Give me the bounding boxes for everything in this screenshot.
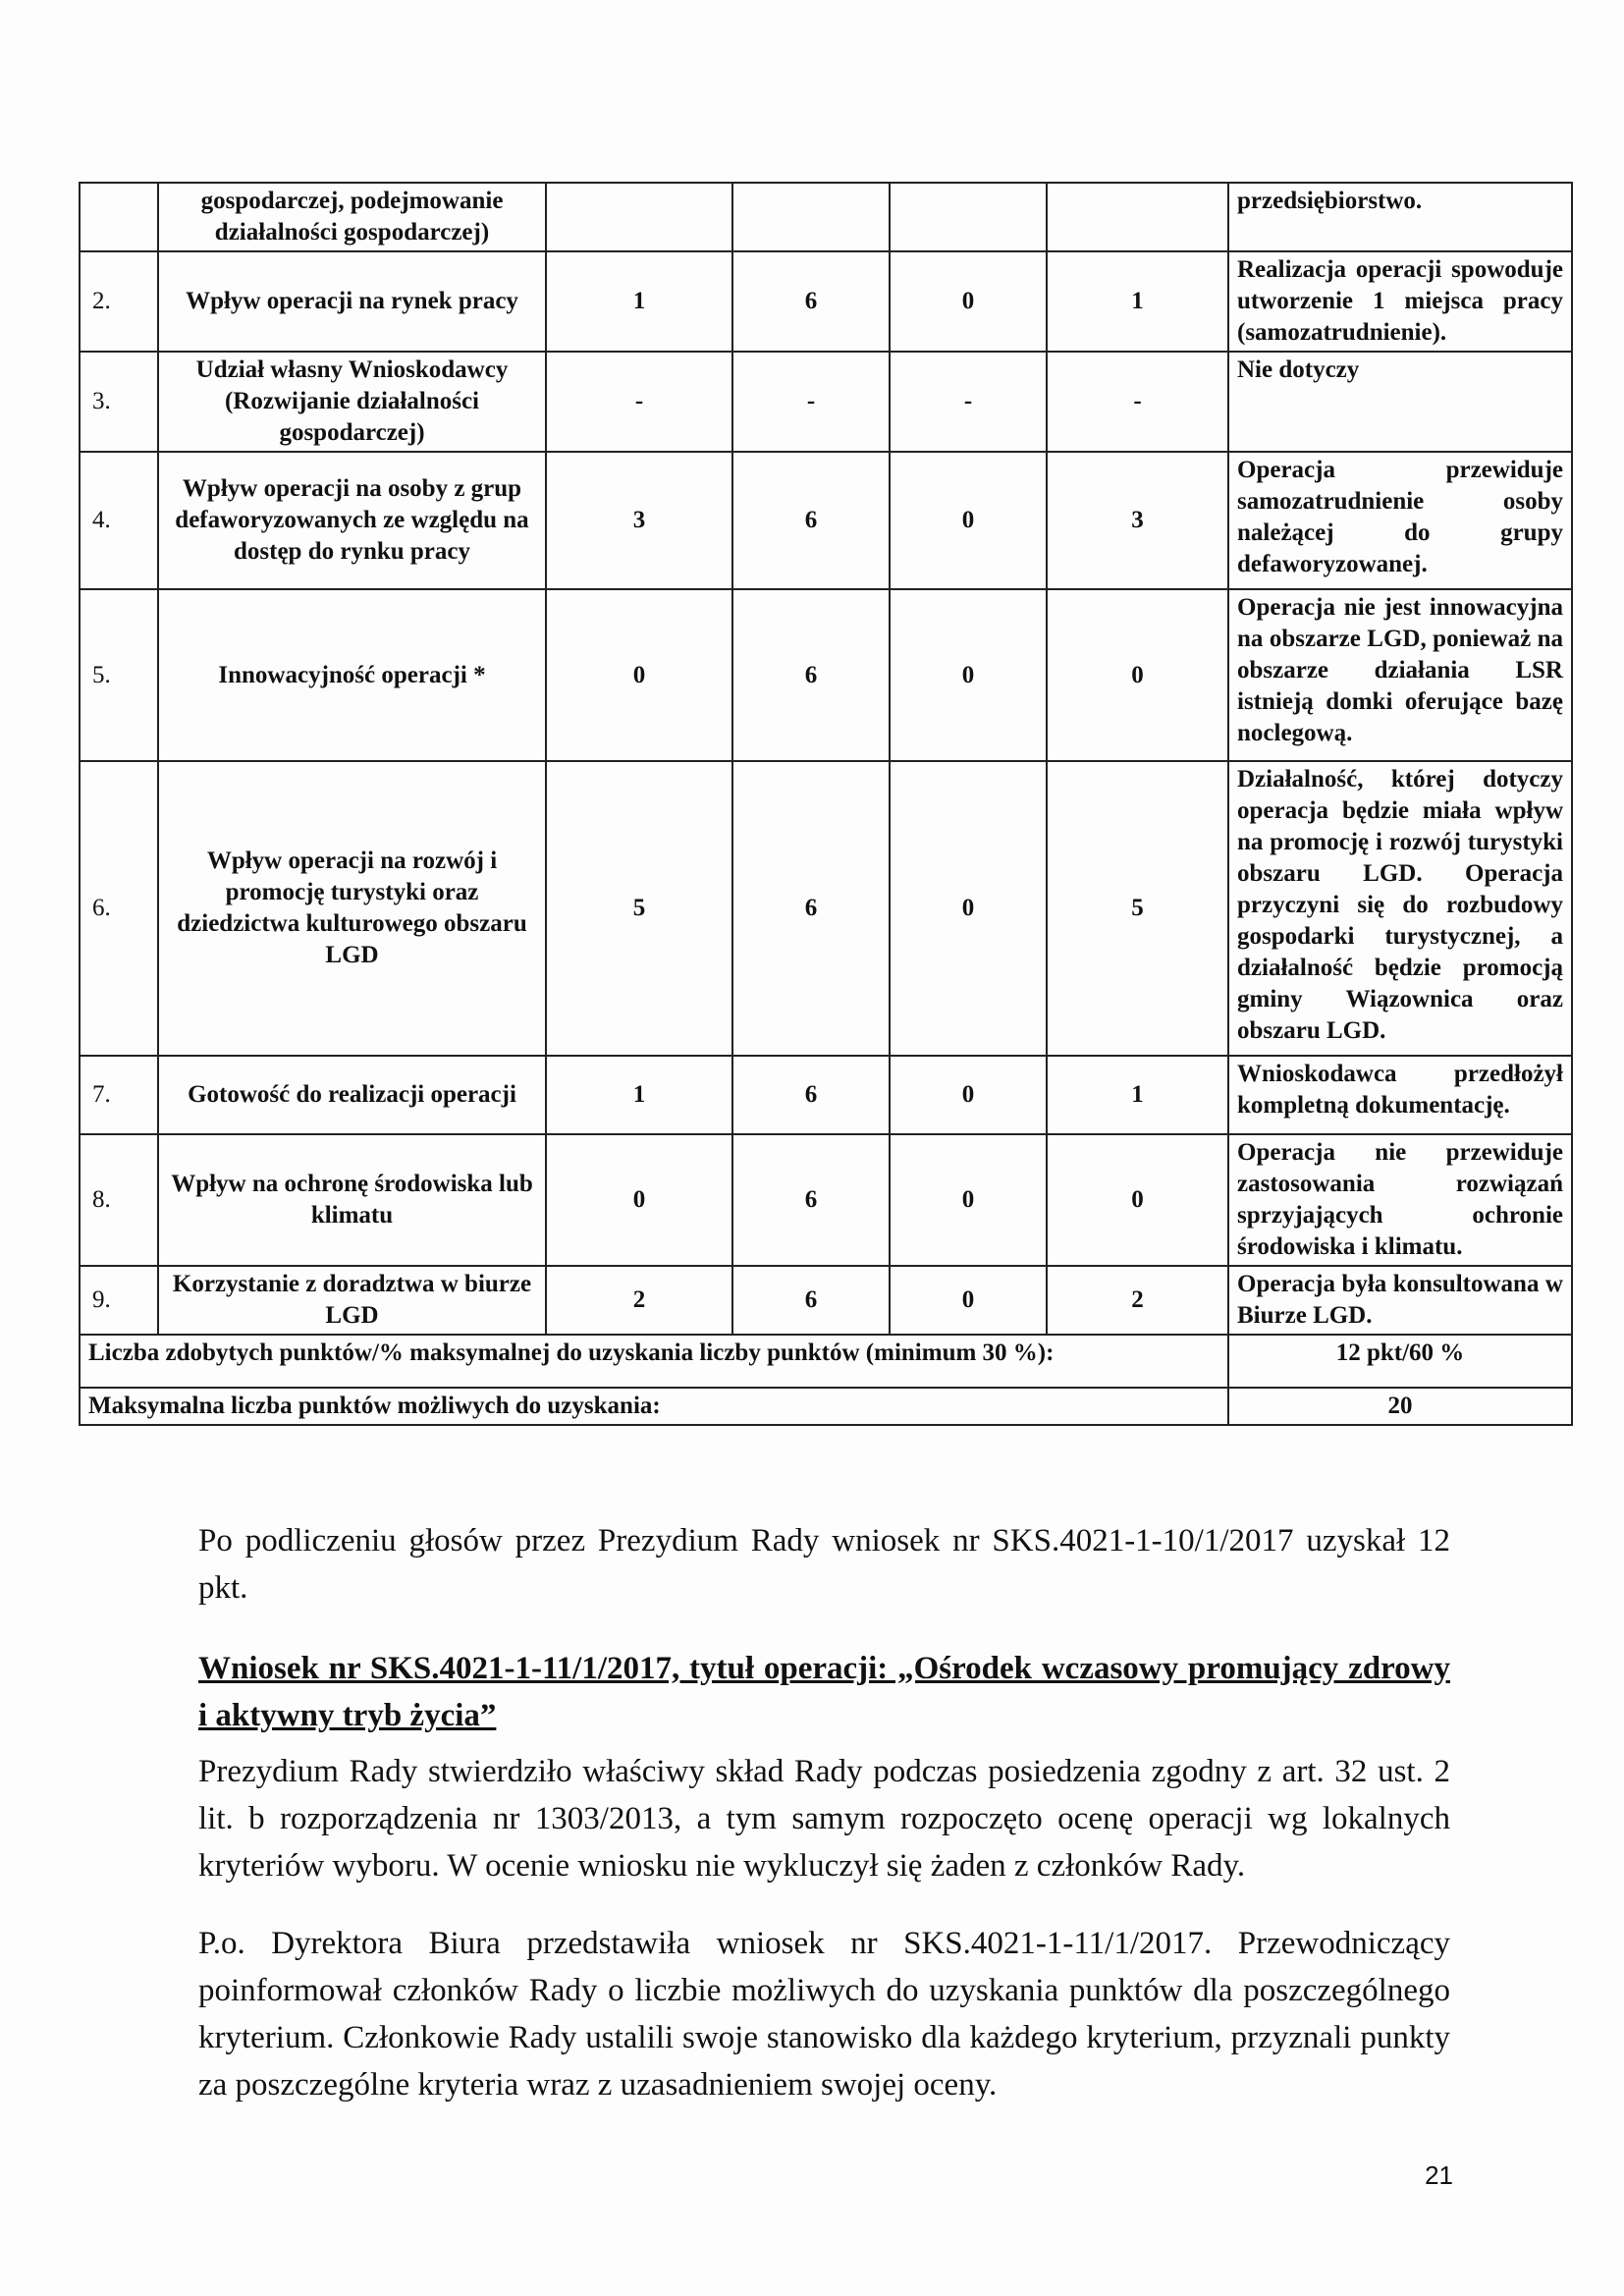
page-number: 21 <box>1425 2160 1453 2190</box>
points-cell-1: 5 <box>546 761 732 1056</box>
criterion-name: Korzystanie z doradztwa w biurze LGD <box>158 1266 546 1335</box>
points-cell-1: 2 <box>546 1266 732 1335</box>
justification-cell: Operacja nie przewiduje zastosowania rozwiązań sprzyjających ochronie środowiska i klimatu. <box>1228 1134 1572 1266</box>
points-cell-4: - <box>1047 352 1228 452</box>
table-row <box>80 251 1572 352</box>
justification-cell: Nie dotyczy <box>1228 352 1572 452</box>
obtained-points-value: 12 pkt/60 % <box>1228 1335 1572 1388</box>
points-cell-2: 6 <box>732 589 890 761</box>
table-row <box>80 1266 1572 1335</box>
table-body <box>80 183 1572 1335</box>
criterion-number <box>80 183 158 251</box>
criterion-name: Wpływ na ochronę środowiska lub klimatu <box>158 1134 546 1266</box>
criterion-name: Wpływ operacji na osoby z grup defaworyzowanych ze względu na dostęp do rynku pracy <box>158 452 546 589</box>
points-cell-4: 1 <box>1047 251 1228 352</box>
points-cell-1: 0 <box>546 589 732 761</box>
table-row <box>80 1056 1572 1134</box>
presentation-paragraph: P.o. Dyrektora Biura przedstawiła wniosek nr SKS.4021-1-11/1/2017. Przewodniczący poinformował członków Rady o liczbie możliwych do uzyskania punktów dla poszczególnego kryterium. Członkowie Rady ustalili swoje stanowisko dla każdego kryterium, przyznali punkty za poszczególne kryteria wraz z uzasadnieniem swojej oceny. <box>198 1926 1450 2103</box>
composition-paragraph: Prezydium Rady stwierdziło właściwy skład Rady podczas posiedzenia zgodny z art. 32 ust. 2 lit. b rozporządzenia nr 1303/2013, a tym samym rozpoczęto ocenę operacji wg lokalnych kryteriów wyboru. W ocenie wniosku nie wykluczył się żaden z członków Rady. <box>198 1754 1450 1884</box>
result-paragraph: Po podliczeniu głosów przez Prezydium Rady wniosek nr SKS.4021-1-10/1/2017 uzyskał 12 pkt. <box>198 1523 1450 1606</box>
criterion-number: 6. <box>80 761 158 1056</box>
justification-cell: Operacja przewiduje samozatrudnienie osoby należącej do grupy defaworyzowanej. <box>1228 452 1572 589</box>
application-heading: Wniosek nr SKS.4021-1-11/1/2017, tytuł operacji: „Ośrodek wczasowy promujący zdrowy i aktywny tryb życia” <box>198 1651 1450 1733</box>
points-cell-2: 6 <box>732 1266 890 1335</box>
table-row <box>80 352 1572 452</box>
points-cell-3: 0 <box>890 452 1047 589</box>
summary-row-max <box>80 1388 1572 1425</box>
points-cell-2: 6 <box>732 251 890 352</box>
summary-row-obtained <box>80 1335 1572 1388</box>
justification-cell: Wnioskodawca przedłożył kompletną dokumentację. <box>1228 1056 1572 1134</box>
max-points-value: 20 <box>1228 1388 1572 1425</box>
obtained-points-label: Liczba zdobytych punktów/% maksymalnej do uzyskania liczby punktów (minimum 30 %): <box>80 1335 1228 1388</box>
justification-cell: Realizacja operacji spowoduje utworzenie 1 miejsca pracy (samozatrudnienie). <box>1228 251 1572 352</box>
points-cell-1 <box>546 183 732 251</box>
points-cell-3: 0 <box>890 251 1047 352</box>
points-cell-2: 6 <box>732 761 890 1056</box>
points-cell-2: 6 <box>732 452 890 589</box>
justification-cell: Operacja nie jest innowacyjna na obszarze LGD, ponieważ na obszarze działania LSR istnieją domki oferujące bazę noclegową. <box>1228 589 1572 761</box>
table-row <box>80 183 1572 251</box>
points-cell-3 <box>890 183 1047 251</box>
points-cell-1: 0 <box>546 1134 732 1266</box>
points-cell-2: 6 <box>732 1134 890 1266</box>
criterion-number: 5. <box>80 589 158 761</box>
criterion-name: Wpływ operacji na rozwój i promocję turystyki oraz dziedzictwa kulturowego obszaru LGD <box>158 761 546 1056</box>
points-cell-1: 3 <box>546 452 732 589</box>
table-row <box>80 761 1572 1056</box>
criterion-number: 8. <box>80 1134 158 1266</box>
criterion-name: gospodarczej, podejmowanie działalności gospodarczej) <box>158 183 546 251</box>
table-row <box>80 452 1572 589</box>
criterion-number: 9. <box>80 1266 158 1335</box>
evaluation-table <box>79 182 1573 1426</box>
points-cell-3: 0 <box>890 589 1047 761</box>
criterion-number: 4. <box>80 452 158 589</box>
points-cell-4: 0 <box>1047 1134 1228 1266</box>
table-row <box>80 1134 1572 1266</box>
criterion-name: Gotowość do realizacji operacji <box>158 1056 546 1134</box>
points-cell-4: 3 <box>1047 452 1228 589</box>
criterion-name: Udział własny Wnioskodawcy (Rozwijanie działalności gospodarczej) <box>158 352 546 452</box>
points-cell-4 <box>1047 183 1228 251</box>
criterion-number: 7. <box>80 1056 158 1134</box>
points-cell-3: 0 <box>890 761 1047 1056</box>
table-row <box>80 589 1572 761</box>
justification-cell: Działalność, której dotyczy operacja będzie miała wpływ na promocję i rozwój turystyki obszaru LGD. Operacja przyczyni się do rozbudowy gospodarki turystycznej, a działalność będzie promocją gminy Wiązownica oraz obszaru LGD. <box>1228 761 1572 1056</box>
points-cell-4: 5 <box>1047 761 1228 1056</box>
criterion-name: Wpływ operacji na rynek pracy <box>158 251 546 352</box>
justification-cell: przedsiębiorstwo. <box>1228 183 1572 251</box>
points-cell-1: 1 <box>546 251 732 352</box>
points-cell-3: 0 <box>890 1056 1047 1134</box>
points-cell-1: 1 <box>546 1056 732 1134</box>
criterion-number: 3. <box>80 352 158 452</box>
criterion-number: 2. <box>80 251 158 352</box>
points-cell-2: 6 <box>732 1056 890 1134</box>
points-cell-4: 2 <box>1047 1266 1228 1335</box>
points-cell-3: 0 <box>890 1134 1047 1266</box>
max-points-label: Maksymalna liczba punktów możliwych do uzyskania: <box>80 1388 1228 1425</box>
points-cell-3: - <box>890 352 1047 452</box>
points-cell-1: - <box>546 352 732 452</box>
points-cell-2 <box>732 183 890 251</box>
points-cell-4: 0 <box>1047 589 1228 761</box>
criterion-name: Innowacyjność operacji * <box>158 589 546 761</box>
table-summary <box>80 1335 1572 1425</box>
points-cell-2: - <box>732 352 890 452</box>
points-cell-3: 0 <box>890 1266 1047 1335</box>
justification-cell: Operacja była konsultowana w Biurze LGD. <box>1228 1266 1572 1335</box>
points-cell-4: 1 <box>1047 1056 1228 1134</box>
